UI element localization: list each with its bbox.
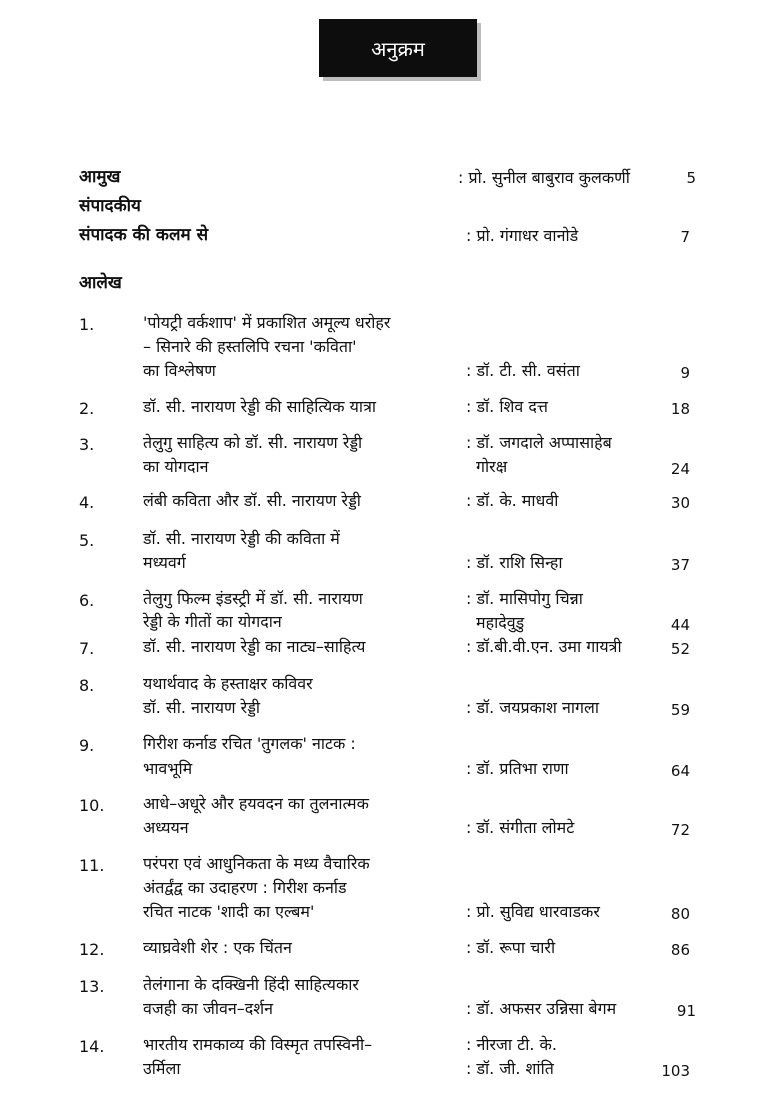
entry-page: 30 (670, 494, 690, 512)
entry-author: : डॉ. संगीता लोमटे (466, 818, 575, 837)
entry-page: 18 (670, 400, 690, 418)
entry-page: 91 (676, 1002, 696, 1020)
entry-number: 13. (79, 977, 105, 996)
entry-author: : डॉ. जयप्रकाश नागला (466, 698, 600, 717)
entry-title: डॉ. सी. नारायण रेड्डी का नाट्य–साहित्य (143, 637, 366, 656)
entry-author: : डॉ. जगदाले अप्पासाहेब (466, 433, 612, 452)
entry-page: 24 (670, 460, 690, 478)
entry-title: – सिनारे की हस्तलिपि रचना 'कविता' (143, 337, 357, 356)
entry-title: भारतीय रामकाव्य की विस्मृत तपस्विनी– (143, 1035, 373, 1054)
entry-title: आधे–अधूरे और हयवदन का तुलनात्मक (143, 794, 369, 813)
entry-number: 10. (79, 796, 105, 815)
toc-heading: अनुक्रम (319, 19, 477, 77)
entry-title: रेड्डी के गीतों का योगदान (143, 612, 282, 631)
entry-title: तेलुगु फिल्म इंडस्ट्री में डॉ. सी. नारायण (143, 589, 363, 608)
entry-title: अध्ययन (143, 818, 189, 837)
entry-number: 14. (79, 1037, 105, 1056)
entry-title: मध्यवर्ग (143, 553, 186, 572)
entry-title: वजही का जीवन–दर्शन (143, 999, 274, 1018)
entry-number: 8. (79, 676, 95, 695)
entry-title: उर्मिला (143, 1059, 181, 1078)
front-page-preface: 5 (686, 169, 696, 187)
entry-number: 9. (79, 736, 95, 755)
entry-author: : डॉ. प्रतिभा राणा (466, 759, 569, 778)
entry-title: का योगदान (143, 457, 209, 476)
entry-page: 59 (670, 701, 690, 719)
front-author-editor-pen: : प्रो. गंगाधर वानोडे (466, 226, 579, 245)
entry-number: 3. (79, 435, 95, 454)
entry-page: 80 (670, 905, 690, 923)
entry-title: डॉ. सी. नारायण रेड्डी की कविता में (143, 529, 340, 548)
entry-title: अंतर्द्वंद्व का उदाहरण : गिरीश कर्नाड (143, 878, 347, 897)
entry-author: : नीरजा टी. के. (466, 1035, 557, 1054)
entry-page: 72 (670, 821, 690, 839)
entry-author: : डॉ. के. माधवी (466, 491, 559, 510)
entry-title: तेलुगु साहित्य को डॉ. सी. नारायण रेड्डी (143, 433, 363, 452)
entry-page: 9 (680, 364, 690, 382)
entry-number: 12. (79, 940, 105, 959)
entry-author: : डॉ. अफसर उन्निसा बेगम (466, 999, 617, 1018)
entry-number: 11. (79, 856, 105, 875)
entry-title: यथार्थवाद के हस्ताक्षर कविवर (143, 674, 313, 693)
front-label-editor-pen: संपादक की कलम से (79, 225, 209, 245)
entry-author: : डॉ. शिव दत्त (466, 397, 548, 416)
entry-title: तेलंगाना के दक्खिनी हिंदी साहित्यकार (143, 975, 359, 994)
entry-author: : डॉ. टी. सी. वसंता (466, 361, 580, 380)
entry-page: 64 (670, 762, 690, 780)
entry-number: 5. (79, 531, 95, 550)
entry-title: लंबी कविता और डॉ. सी. नारायण रेड्डी (143, 491, 361, 510)
front-label-editorial: संपादकीय (79, 196, 141, 216)
entry-author: : डॉ. राशि सिन्हा (466, 553, 563, 572)
entry-author: : डॉ. रूपा चारी (466, 938, 556, 957)
entry-title: गिरीश कर्नाड रचित 'तुगलक' नाटक : (143, 734, 356, 753)
front-author-preface: : प्रो. सुनील बाबुराव कुलकर्णी (458, 168, 630, 187)
entry-title: का विश्लेषण (143, 361, 216, 380)
entry-title: डॉ. सी. नारायण रेड्डी की साहित्यिक यात्रा (143, 397, 377, 416)
entry-title: डॉ. सी. नारायण रेड्डी (143, 698, 261, 717)
entry-page: 44 (670, 616, 690, 634)
entry-page: 37 (670, 556, 690, 574)
entry-page: 103 (661, 1062, 690, 1080)
entry-author: : डॉ.बी.वी.एन. उमा गायत्री (466, 637, 622, 656)
entry-number: 7. (79, 639, 95, 658)
entry-number: 1. (79, 315, 95, 334)
front-label-preface: आमुख (79, 167, 121, 187)
entry-title: 'पोयट्री वर्कशाप' में प्रकाशित अमूल्य धरोहर (143, 313, 391, 332)
entry-number: 4. (79, 493, 95, 512)
entry-number: 2. (79, 399, 95, 418)
entry-author: : डॉ. जी. शांति (466, 1059, 554, 1078)
entry-author: : प्रो. सुविद्य धारवाडकर (466, 902, 600, 921)
entry-page: 52 (670, 640, 690, 658)
entry-page: 86 (670, 941, 690, 959)
entry-title: व्याघ्रवेशी शेर : एक चिंतन (143, 938, 292, 957)
entry-author: गोरक्ष (476, 457, 508, 476)
section-heading: आलेख (79, 273, 122, 293)
entry-title: भावभूमि (143, 759, 193, 778)
front-page-editor-pen: 7 (680, 228, 690, 246)
entry-title: रचित नाटक 'शादी का एल्बम' (143, 902, 315, 921)
entry-author: महादेवुडु (476, 613, 525, 632)
entry-author: : डॉ. मासिपोगु चिन्ना (466, 589, 583, 608)
entry-number: 6. (79, 591, 95, 610)
entry-title: परंपरा एवं आधुनिकता के मध्य वैचारिक (143, 854, 370, 873)
